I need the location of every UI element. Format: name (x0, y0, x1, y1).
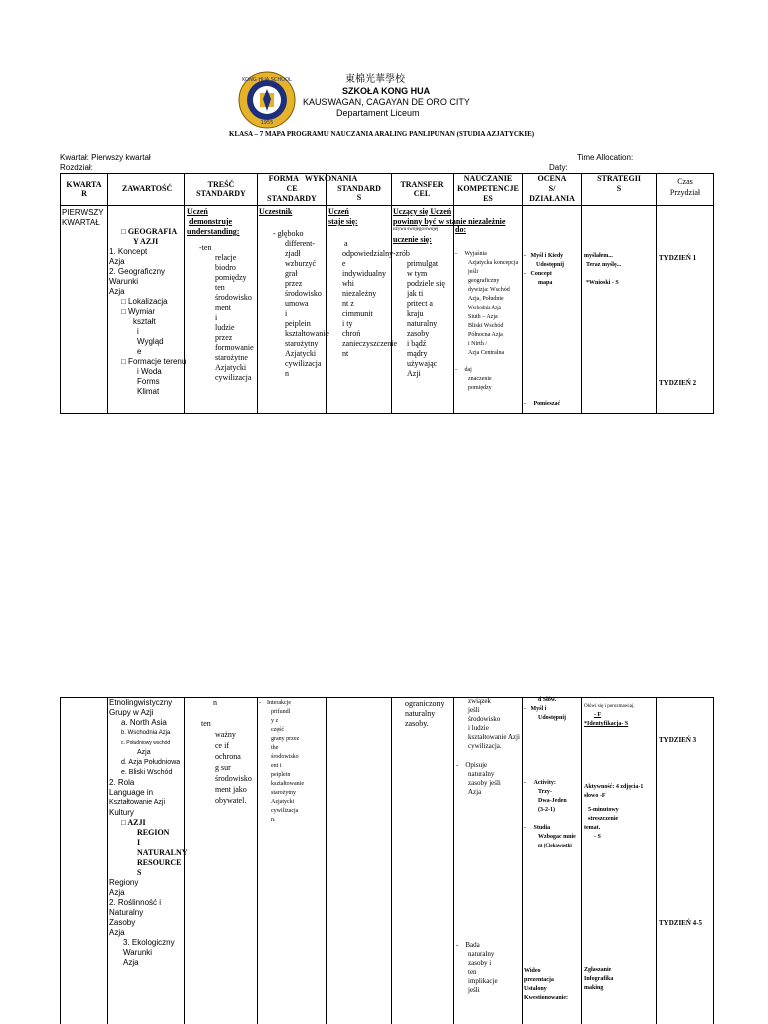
t1-transfer-cell: Uczący się Uczeń powinny być w stanie niezależnie używa swojego/swojej do: uczenie się: -zrób primulgat w tym podziele się jak ti pritect a kraju naturalny zasoby i bądź mądry używając Azji (393, 207, 506, 378)
t2-performance-cell: - Interakcje prifundl y z część grany przez the środowisko ent i peiplein kształtowanie starożytny Azjatycki cywilizacja n. (259, 700, 304, 823)
t2-transfer-cell: ograniczony naturalny zasoby. (405, 699, 445, 728)
t2-week-4-5: TYDZIEŃ 4-5 (659, 919, 702, 927)
page-title: KLASA – 7 MAPA PROGRAMU NAUCZANIA ARALING PANLIPUNAN (STUDIA AZJATYCKIE) (229, 130, 535, 138)
col-header-standards: STANDARD S (337, 184, 381, 202)
t1-content-cell: □ GEOGRAFIA Y AZJI 1. Koncept Azja 2. Geograficzny Warunki Azja □ Lokalizacja □ Wymiar kształt i Wygląd e □ Formacje terenu i Woda Forms Klimat (109, 227, 187, 396)
time-allocation-label: Time Allocation: (577, 153, 634, 162)
school-city: KAUSWAGAN, CAGAYAN DE ORO CITY (303, 97, 470, 107)
svg-text:1955: 1955 (260, 120, 274, 126)
svg-text:KONG HUA SCHOOL: KONG HUA SCHOOL (242, 77, 292, 83)
t2-competencies-cell: związek jeśli środowisko i ludzie kształtowanie Azji cywilizacja. - Opisuje naturalny zasoby jeśli Azja - Bada naturalny zasoby i ten implikacje jeśli (456, 697, 520, 994)
t1-competencies-cell: - Wyjaśnia Azjatycka koncepcja jeśli geograficzny dywizja: Wschód Azja, Południe Wschodnia Azja Siuth – Azja Bliski Wschód Północna Azja i Nirth / Azja Centralna - daj znaczenie pomiędzy (455, 251, 519, 391)
quarter-label: Kwartał: Pierwszy kwartał (60, 153, 151, 162)
t2-strategies-cell: Ołówi się i porozmawiaj. - F *Identyfikacja- S Aktywność: 4 zdjęcia-1 słowo -F 5-minutowy streszczenie temat. - S Zgłaszanie Infografika making (584, 704, 644, 991)
col-header-content: ZAWARTOŚĆ (122, 184, 173, 193)
school-seal-icon (238, 71, 296, 129)
t2-week-3: TYDZIEŃ 3 (659, 736, 697, 744)
col-header-transfer-goal: TRANSFER CEL (400, 180, 444, 198)
col-header-competencies: NAUCZANIE KOMPETENCJE ES (457, 174, 519, 203)
col-header-quarter: KWARTA R (66, 180, 102, 198)
t1-performance-cell: Uczestnik - głęboko different- zjadł wzburzyć grał przez środowisko umowa i peiplein kształtowanie starożytny Azjatycki cywilizacja n (259, 207, 329, 378)
col-header-content-standards: TREŚĆ STANDARDY (196, 180, 246, 198)
dates-label: Daty: (549, 163, 568, 172)
col-header-strategies: STRATEGII S (597, 174, 641, 193)
t1-standards-cell: Uczeń staje się: a odpowiedzialny e indywidualny whi niezależny nt z cimmunit i ty chroń zanieczyszczenie nt (328, 207, 398, 358)
t1-quarter-cell: PIERWSZY KWARTAŁ (62, 208, 104, 227)
school-department: Departament Liceum (336, 108, 420, 118)
t2-content-standards-cell: n ten ważny ce if ochrona g sur środowisko ment jako obywatel. (201, 698, 252, 805)
t1-content-standards-cell: Uczeń demonstruje understanding: -ten relacje biodro pomiędzy ten środowisko ment i ludzie przez formowanie starożytne Azjatycki cywilizacja (187, 207, 254, 382)
t1-strategies-cell: myślałem... Teraz myślę... *Wnioski - S (584, 253, 622, 286)
t1-assessment-cell: - Myśl i Kiedy Udostępnij - Concept mapa - Pomieszać (524, 253, 565, 407)
col-header-time: Czas Przydział (669, 177, 701, 197)
col-header-performance-standards: FORMA WYKONANIA CE STANDARDY (267, 174, 358, 203)
col-header-assessment: OCENA S/ DZIAŁANIA (529, 174, 575, 203)
t1-week-1: TYDZIEŃ 1 (659, 254, 697, 262)
chapter-label: Rozdział: (60, 163, 93, 172)
school-logo (238, 71, 296, 129)
school-name: SZKOŁA KONG HUA (342, 86, 431, 96)
t2-content-cell: Etnolingwistyczny Grupy w Azji a. North Asia b. Wschodnia Azja c. Południowy wschód Azja d. Azja Południowa e. Bliski Wschód 2. Rola Language in Kształtowanie Azji Kultury □ AZJI REGION I NATURALNY RESOURCE S Regiony Azja 2. Roślinność i Naturalny Zasoby Azja 3. Ekologiczny Warunki Azja (109, 698, 188, 967)
school-chinese-name: 東棉光華學校 (345, 74, 405, 85)
t1-week-2: TYDZIEŃ 2 (659, 379, 697, 387)
t2-assessment-cell: d Słów. - Myśl i Udostępnij - Activity: Trzy- Dwa-Jeden (3-2-1) - Studia Wzbogac mnie nt (Ciekawostki Wideo prezentacja Ustalony Kwestionowanie: (524, 697, 576, 1001)
